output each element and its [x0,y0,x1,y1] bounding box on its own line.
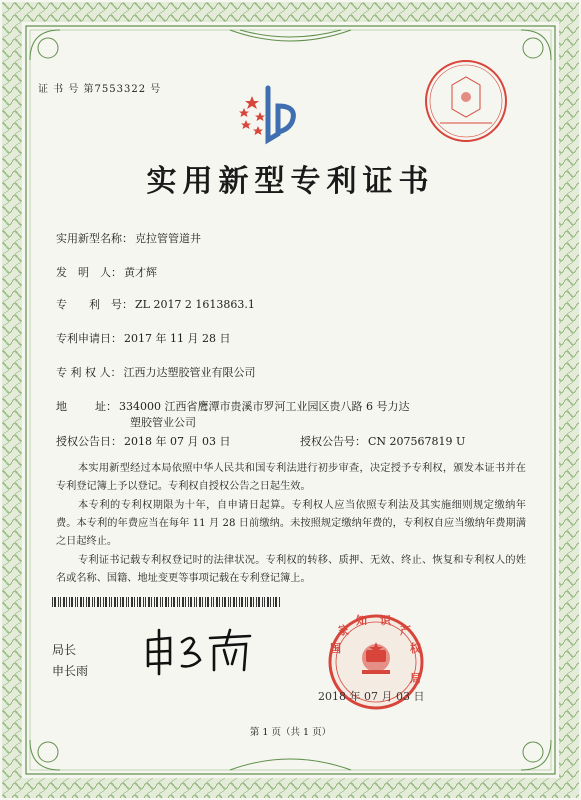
barcode-bar [88,597,90,607]
barcode-bar [196,597,197,607]
barcode-bar [247,597,248,607]
svg-text:产: 产 [400,624,411,637]
barcode-bar [139,597,141,607]
barcode-bar [168,597,169,607]
barcode-bar [275,597,277,607]
barcode-bar [145,597,146,607]
barcode-bar [92,597,93,607]
barcode-bar [194,597,195,607]
svg-text:权: 权 [410,642,421,655]
inventor-row [56,264,157,280]
barcode-bar [205,597,206,607]
barcode-bar [258,597,260,607]
barcode-bar [156,597,158,607]
barcode-bar [151,597,152,607]
barcode-bar [120,597,121,607]
field-value: CN 207567819 U [368,435,466,448]
barcode-bar [213,597,214,607]
field-label: 发 明 人： [56,266,122,279]
barcode-bar [250,597,252,607]
barcode-bar [230,597,231,607]
barcode-bar [66,597,67,607]
address-row [56,398,409,414]
barcode-bar [199,597,201,607]
barcode-bar [103,597,104,607]
barcode-bar [94,597,95,607]
barcode-bar [224,597,226,607]
address-line-2: 塑胶管业公司 [130,416,196,429]
barcode-bar [171,597,172,607]
director-title: 局长 [52,643,77,657]
barcode-bar [228,597,229,607]
field-label: 专 利 号： [56,298,133,311]
barcode-bar [77,597,78,607]
director-signature [140,620,260,680]
grant-date-row [56,433,230,449]
barcode-bar [241,597,243,607]
page-footer: 第 1 页（共 1 页） [249,727,332,738]
barcode-bar [253,597,254,607]
barcode-bar [131,597,133,607]
barcode-bar [262,597,263,607]
barcode-bar [69,597,70,607]
barcode-bar [233,597,235,607]
svg-text:局: 局 [410,672,421,685]
barcode-bar [162,597,163,607]
barcode-bar [173,597,175,607]
barcode-bar [148,597,150,607]
patentee-row [56,364,256,380]
barcode-bar [134,597,135,607]
field-value: 黄才辉 [124,266,157,279]
barcode-bar [211,597,212,607]
barcode-bar [273,597,274,607]
barcode-bar [86,597,87,607]
barcode-bar [267,597,269,607]
field-value: 克拉管管道井 [135,232,201,245]
barcode-bar [60,597,61,607]
barcode-bar [100,597,101,607]
utility-model-name-row [56,230,201,246]
barcode-bar [114,597,116,607]
field-value: 334000 江西省鹰潭市贵溪市罗河工业园区贵八路 6 号力达 [119,400,410,413]
field-label: 授权公告号： [300,435,366,448]
barcode-bar [239,597,240,607]
barcode-bar [75,597,76,607]
svg-text:家: 家 [338,624,349,637]
field-label: 实用新型名称： [56,232,133,245]
paragraph-3: 专利证书记载专利权登记时的法律状况。专利权的转移、质押、无效、终止、恢复和专利权人的姓名或名称、国籍、地址变更等事项记载在专利登记簿上。 [56,555,526,584]
field-value: 江西力达塑胶管业有限公司 [123,366,256,379]
barcode-bar [236,597,237,607]
seal-date: 2018 年 07 月 03 日 [318,690,425,703]
field-label: 地 [56,400,67,413]
barcode-bar [111,597,112,607]
barcode-bar [182,597,184,607]
barcode-bar [188,597,189,607]
barcode-bar [54,597,56,607]
barcode-bar [160,597,161,607]
barcode-bar [63,597,65,607]
paragraph-2: 本专利的专利权期限为十年，自申请日起算。专利权人应当依照专利法及其实施细则规定缴纳年费。本专利的年费应当在每年 11 月 28 日前缴纳。未按照规定缴纳年费的，专利权自应当缴纳年费期满之日起终止。 [56,500,526,547]
barcode-bar [71,597,73,607]
director-name: 申长雨 [52,664,89,678]
certificate-number: 证 书 号 第7553322 号 [38,84,162,95]
barcode-bar [154,597,155,607]
barcode-bar [279,597,280,607]
barcode-bar [128,597,129,607]
field-label: 专 利 权 人： [56,366,122,379]
barcode-bar [264,597,265,607]
paragraph-1: 本实用新型经过本局依照中华人民共和国专利法进行初步审查，决定授予专利权，颁发本证书并在专利登记簿上予以登记。专利权自授权公告之日起生效。 [56,463,526,492]
barcode-bar [202,597,203,607]
grant-number-row [300,433,465,449]
barcode-bar [109,597,110,607]
svg-text:国: 国 [330,642,341,655]
barcode-bar [52,597,53,607]
barcode-bar [97,597,99,607]
field-value: 2017 年 11 月 28 日 [124,332,231,345]
barcode-bar [219,597,220,607]
barcode-bar [126,597,127,607]
barcode-bar [143,597,144,607]
barcode-bar [165,597,167,607]
barcode-bar [83,597,84,607]
barcode [52,597,282,607]
barcode-bar [245,597,246,607]
barcode-bar [222,597,223,607]
agency-stamp [420,55,512,147]
barcode-bar [207,597,209,607]
field-value: 2018 年 07 月 03 日 [124,435,231,448]
patent-number-row [56,296,255,312]
barcode-bar [190,597,192,607]
barcode-bar [80,597,82,607]
field-value: ZL 2017 2 1613863.1 [135,298,255,311]
barcode-bar [270,597,271,607]
barcode-bar [137,597,138,607]
barcode-bar [177,597,178,607]
field-label: 址： [95,400,117,413]
patent-office-logo-icon [232,82,312,146]
field-label: 授权公告日： [56,435,122,448]
filing-date-row [56,330,230,346]
barcode-bar [185,597,186,607]
barcode-bar [179,597,180,607]
barcode-bar [117,597,118,607]
svg-text:知: 知 [356,614,367,627]
barcode-bar [256,597,257,607]
barcode-bar [216,597,218,607]
barcode-bar [105,597,107,607]
barcode-bar [58,597,59,607]
svg-text:识: 识 [380,614,391,627]
page-title: 实用新型专利证书 [146,164,435,199]
barcode-bar [122,597,124,607]
field-label: 专利申请日： [56,332,122,345]
